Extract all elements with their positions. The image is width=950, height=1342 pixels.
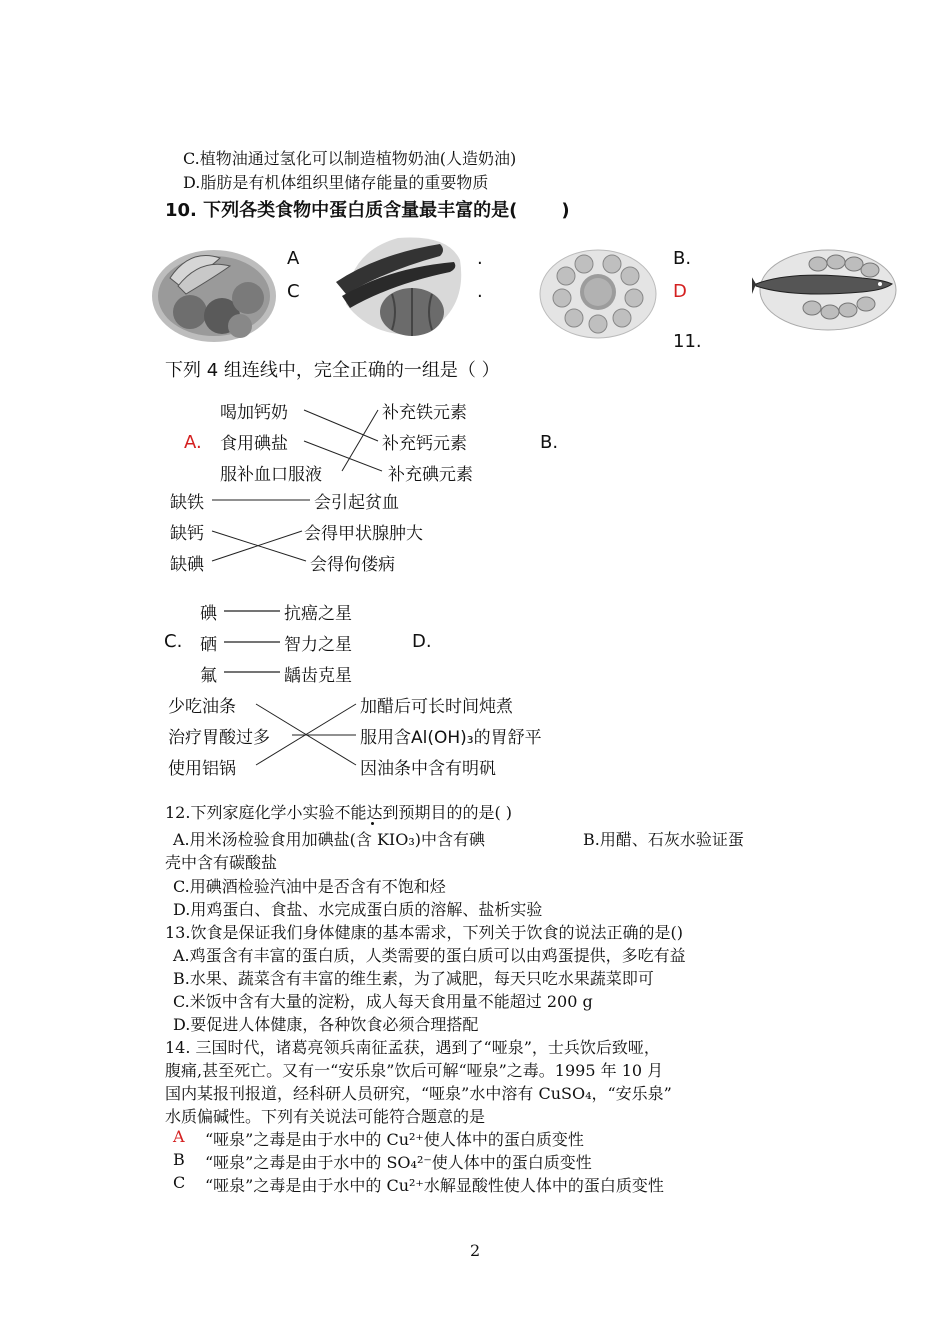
- page-number: 2: [470, 1241, 481, 1260]
- q10-dot-1: .: [477, 248, 483, 269]
- group-d-right-2: 服用含Al(OH)₃的胃舒平: [360, 728, 542, 748]
- group-a-right-3: 补充碘元素: [388, 465, 473, 485]
- q11-group-a: [218, 396, 498, 486]
- q9-option-d: D.脂肪是有机体组织里储存能量的重要物质: [183, 173, 489, 192]
- group-a-right-2: 补充钙元素: [382, 434, 467, 454]
- q13-option-b: B.水果、蔬菜含有丰富的维生素，为了减肥，每天只吃水果蔬菜即可: [173, 969, 654, 988]
- q11-label-a: A.: [184, 432, 202, 453]
- q13-option-d: D.要促进人体健康，各种饮食必须合理搭配: [173, 1015, 479, 1034]
- q11-label-c: C.: [164, 631, 183, 652]
- group-d-left-1: 少吃油条: [168, 697, 236, 717]
- q12-option-b-cont: 壳中含有碳酸盐: [165, 853, 278, 872]
- q11-stem: 下列 4 组连线中，完全正确的一组是（ ）: [165, 360, 500, 381]
- q10-label-b: B.: [673, 248, 692, 269]
- q13-option-c: C.米饭中含有大量的淀粉，成人每天食用量不能超过 200 g: [173, 992, 593, 1011]
- q11-group-c: [198, 597, 378, 687]
- q12-option-a: A.用米汤检验食用加碘盐(含 KIO₃)中含有碘: [173, 830, 486, 849]
- group-b-right-2: 会得甲状腺肿大: [304, 524, 423, 544]
- group-c-left-3: 氟: [200, 666, 217, 686]
- q11-group-d: [168, 690, 588, 782]
- q9-option-c: C.植物油通过氢化可以制造植物奶油(人造奶油): [183, 149, 517, 168]
- q11-label-d: D.: [412, 631, 432, 652]
- group-a-right-1: 补充铁元素: [382, 403, 467, 423]
- group-a-left-2: 食用碘盐: [220, 434, 288, 454]
- q10-label-c: C: [287, 281, 300, 302]
- group-d-left-2: 治疗胃酸过多: [168, 728, 270, 748]
- q10-label-a: A: [287, 248, 300, 269]
- q11-number: 11.: [673, 331, 702, 352]
- q14-line-3: 国内某报刊报道，经科研人员研究，“哑泉”水中溶有 CuSO₄，“安乐泉”: [165, 1084, 672, 1103]
- q14-option-c-label: C: [173, 1173, 186, 1192]
- q14-option-c: “哑泉”之毒是由于水中的 Cu²⁺水解显酸性使人体中的蛋白质变性: [205, 1176, 664, 1195]
- group-c-right-1: 抗癌之星: [284, 604, 352, 624]
- group-b-left-3: 缺碘: [170, 555, 204, 575]
- group-b-connector-lines: [168, 486, 468, 576]
- group-d-left-3: 使用铝锅: [168, 759, 236, 779]
- q10-label-d: D: [673, 281, 687, 302]
- q14-option-a: “哑泉”之毒是由于水中的 Cu²⁺使人体中的蛋白质变性: [205, 1130, 584, 1149]
- fruit-photo: [150, 240, 278, 344]
- group-d-right-1: 加醋后可长时间炖煮: [360, 697, 513, 717]
- fish-eggs-photo: [752, 244, 898, 334]
- q14-line-4: 水质偏碱性。下列有关说法可能符合题意的是: [165, 1107, 486, 1126]
- emphasis-dot: [371, 822, 374, 825]
- group-b-right-1: 会引起贫血: [314, 493, 399, 513]
- rice-buns-photo: [538, 246, 658, 340]
- q10-stem: 10. 下列各类食物中蛋白质含量最丰富的是( ): [165, 200, 570, 221]
- group-c-left-2: 硒: [200, 635, 217, 655]
- group-a-connector-lines: [218, 396, 498, 486]
- q12-option-d: D.用鸡蛋白、食盐、水完成蛋白质的溶解、盐析实验: [173, 900, 543, 919]
- q12-option-c: C.用碘酒检验汽油中是否含有不饱和烃: [173, 877, 446, 896]
- group-c-connector-lines: [198, 597, 378, 687]
- group-d-connector-lines: [168, 690, 588, 782]
- q14-option-a-label: A: [173, 1127, 185, 1146]
- group-c-right-3: 龋齿克星: [284, 666, 352, 686]
- group-b-right-3: 会得佝偻病: [310, 555, 395, 575]
- q14-option-b: “哑泉”之毒是由于水中的 SO₄²⁻使人体中的蛋白质变性: [205, 1153, 592, 1172]
- group-b-left-1: 缺铁: [170, 493, 204, 513]
- sweet-potato-pumpkin-photo: [328, 230, 468, 342]
- group-d-right-3: 因油条中含有明矾: [360, 759, 496, 779]
- group-b-left-2: 缺钙: [170, 524, 204, 544]
- group-c-right-2: 智力之星: [284, 635, 352, 655]
- q14-line-1: 14. 三国时代，诸葛亮领兵南征孟获，遇到了“哑泉”，士兵饮后致哑，: [165, 1038, 660, 1057]
- group-a-left-1: 喝加钙奶: [220, 403, 288, 423]
- q12-stem: 12.下列家庭化学小实验不能达到预期目的的是( ): [165, 803, 513, 822]
- q14-option-b-label: B: [173, 1150, 185, 1169]
- q11-group-b: [168, 486, 468, 576]
- q11-label-b: B.: [540, 432, 559, 453]
- q13-option-a: A.鸡蛋含有丰富的蛋白质，人类需要的蛋白质可以由鸡蛋提供，多吃有益: [173, 946, 686, 965]
- q13-stem: 13.饮食是保证我们身体健康的基本需求，下列关于饮食的说法正确的是(): [165, 923, 683, 942]
- group-c-left-1: 碘: [200, 604, 217, 624]
- q14-line-2: 腹痛,甚至死亡。又有一“安乐泉”饮后可解“哑泉”之毒。1995 年 10 月: [165, 1061, 664, 1080]
- q10-dot-2: .: [477, 281, 483, 302]
- group-a-left-3: 服补血口服液: [220, 465, 322, 485]
- q12-option-b: B.用醋、石灰水验证蛋: [583, 830, 744, 849]
